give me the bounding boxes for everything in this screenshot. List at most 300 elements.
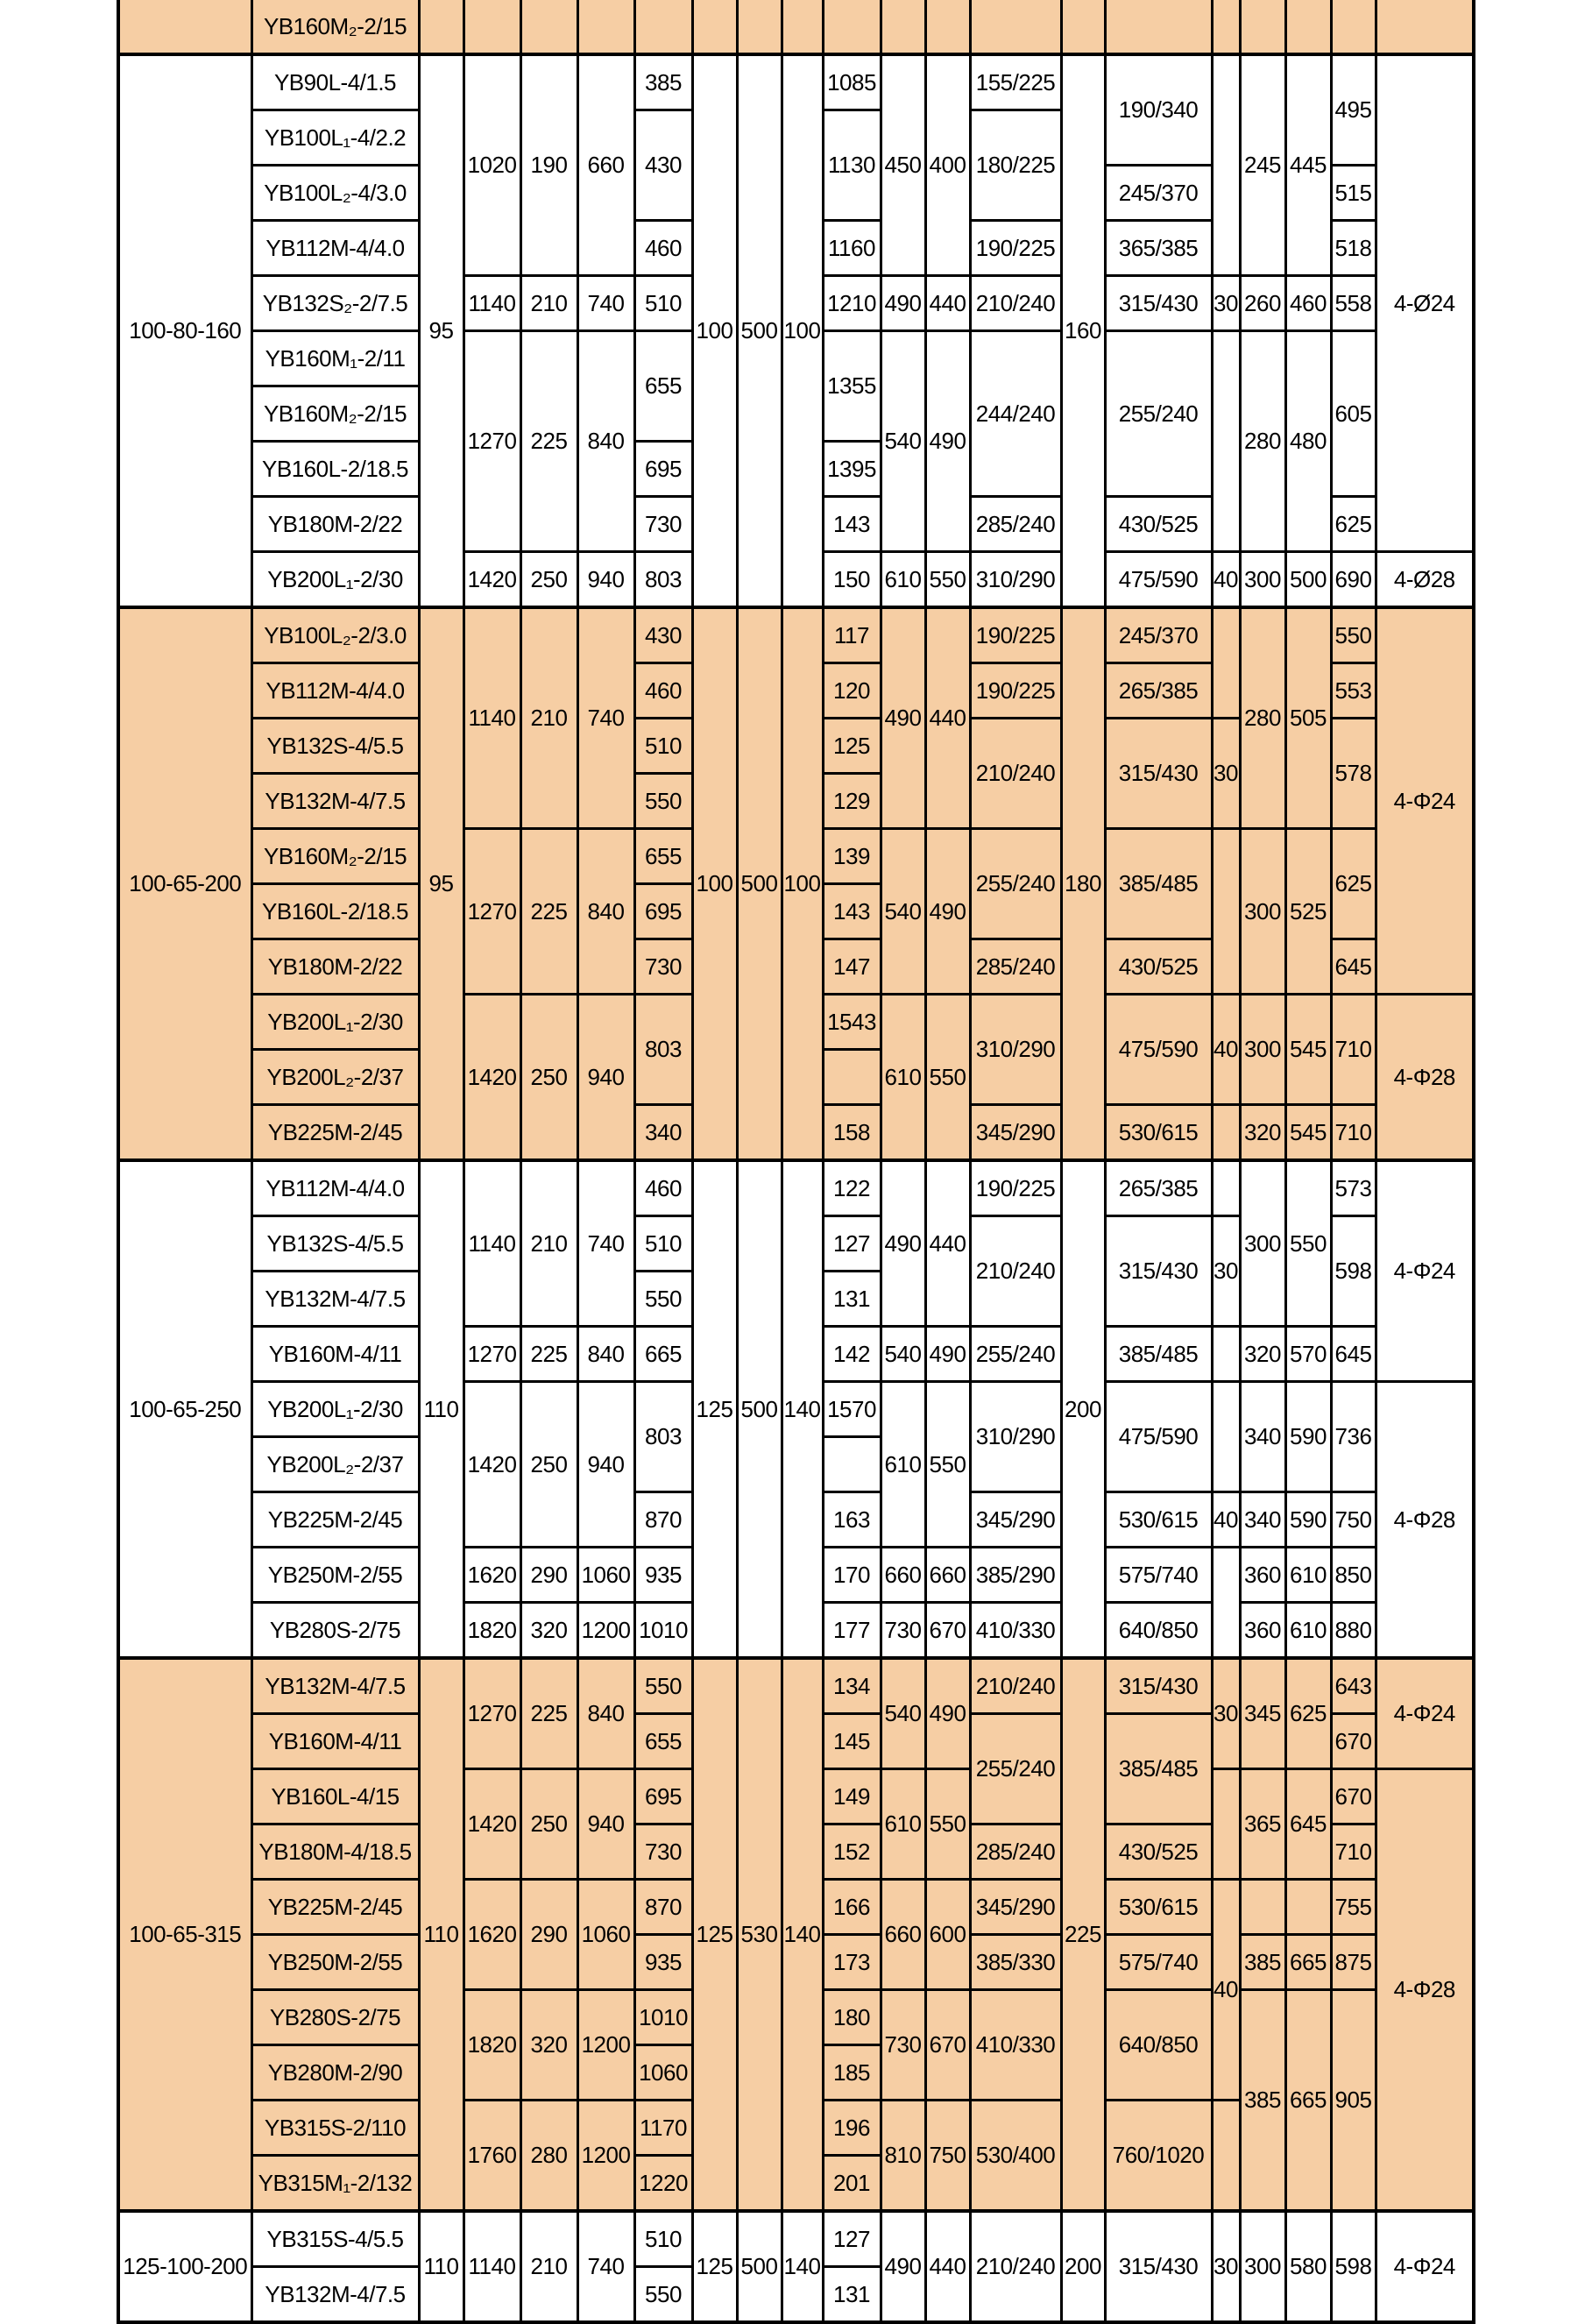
motor-model-cell: YB90L-4/1.5 — [251, 54, 419, 110]
spec-value-cell: 500 — [1285, 552, 1331, 608]
spec-value-cell: 345/290 — [970, 1492, 1061, 1548]
spec-value-cell: 125 — [692, 1658, 737, 2211]
spec-value-cell: 255/240 — [1105, 331, 1212, 497]
spec-value-cell: 140 — [782, 1160, 823, 1658]
spec-value-cell: 558 — [1331, 276, 1376, 331]
spec-value-cell: 170 — [823, 1548, 881, 1603]
spec-value-cell: 530 — [737, 1658, 782, 2211]
spec-value-cell: 460 — [634, 663, 692, 719]
spec-value-cell: 610 — [1285, 1548, 1331, 1603]
spec-value-cell: 142 — [823, 1327, 881, 1382]
spec-value-cell — [634, 0, 692, 54]
spec-value-cell — [823, 1437, 881, 1492]
spec-value-cell: 410/330 — [970, 1990, 1061, 2101]
motor-model-cell: YB180M-2/22 — [251, 497, 419, 552]
spec-value-cell — [881, 0, 925, 54]
spec-value-cell: 755 — [1331, 1880, 1376, 1935]
spec-value-cell: 315/430 — [1105, 2211, 1212, 2322]
spec-value-cell: 430/525 — [1105, 939, 1212, 995]
motor-model-cell: YB160M₂-2/15 — [251, 829, 419, 884]
table-row — [118, 54, 1474, 110]
spec-value-cell: 245/370 — [1105, 166, 1212, 221]
spec-value-cell: 210/240 — [970, 2211, 1061, 2322]
pump-model-cell: 100-65-250 — [118, 1160, 251, 1658]
spec-value-cell: 510 — [634, 276, 692, 331]
spec-value-cell: 940 — [577, 995, 634, 1161]
spec-value-cell: 480 — [1285, 331, 1331, 552]
spec-value-cell: 665 — [1285, 1935, 1331, 1990]
spec-value-cell: 600 — [925, 1880, 970, 1990]
spec-value-cell: 670 — [1331, 1714, 1376, 1769]
spec-value-cell: 490 — [881, 276, 925, 331]
spec-value-cell: 100 — [692, 54, 737, 607]
spec-value-cell: 670 — [1331, 1769, 1376, 1824]
spec-value-cell: 140 — [782, 2211, 823, 2322]
spec-value-cell: 285/240 — [970, 939, 1061, 995]
spec-value-cell: 665 — [1285, 1990, 1331, 2212]
spec-value-cell — [1240, 0, 1285, 54]
spec-value-cell: 210/240 — [970, 276, 1061, 331]
spec-value-cell: 750 — [1331, 1492, 1376, 1548]
spec-value-cell — [692, 0, 737, 54]
spec-value-cell: 1140 — [463, 607, 520, 829]
spec-value-cell: 225 — [520, 1327, 577, 1382]
spec-value-cell: 645 — [1285, 1769, 1331, 1880]
spec-value-cell — [463, 0, 520, 54]
spec-value-cell: 190/225 — [970, 1160, 1061, 1216]
spec-value-cell: 740 — [577, 276, 634, 331]
spec-value-cell — [1212, 607, 1240, 719]
spec-value-cell: 340 — [1240, 1382, 1285, 1492]
spec-value-cell: 545 — [1285, 995, 1331, 1105]
spec-value-cell: 40 — [1212, 552, 1240, 608]
spec-value-cell: 315/430 — [1105, 1658, 1212, 1714]
spec-value-cell: 365 — [1240, 1769, 1285, 1880]
spec-value-cell — [577, 0, 634, 54]
spec-value-cell: 365/385 — [1105, 221, 1212, 276]
spec-value-cell: 730 — [634, 939, 692, 995]
spec-value-cell: 360 — [1240, 1603, 1285, 1659]
spec-value-cell: 730 — [634, 1824, 692, 1880]
spec-value-cell: 152 — [823, 1824, 881, 1880]
spec-value-cell: 550 — [925, 995, 970, 1161]
spec-value-cell: 640/850 — [1105, 1603, 1212, 1659]
spec-value-cell: 385/330 — [970, 1935, 1061, 1990]
spec-value-cell: 210 — [520, 607, 577, 829]
spec-value-cell: 1140 — [463, 1160, 520, 1327]
spec-value-cell: 430/525 — [1105, 1824, 1212, 1880]
spec-value-cell — [1212, 1105, 1240, 1161]
motor-model-cell: YB315M₁-2/132 — [251, 2156, 419, 2212]
pump-model-cell — [118, 0, 251, 54]
spec-value-cell — [1212, 1327, 1240, 1382]
spec-value-cell: 320 — [520, 1603, 577, 1659]
spec-value-cell: 510 — [634, 1216, 692, 1272]
anchor-holes-cell — [1376, 0, 1474, 54]
spec-value-cell: 40 — [1212, 1492, 1240, 1548]
spec-value-cell — [823, 0, 881, 54]
spec-value-cell: 125 — [692, 2211, 737, 2322]
motor-model-cell: YB160M₁-2/11 — [251, 331, 419, 386]
spec-value-cell: 185 — [823, 2045, 881, 2101]
motor-model-cell: YB200L₁-2/30 — [251, 552, 419, 608]
spec-value-cell — [1212, 1548, 1240, 1659]
spec-value-cell: 573 — [1331, 1160, 1376, 1216]
spec-value-cell: 1760 — [463, 2101, 520, 2212]
spec-value-cell — [1212, 2101, 1240, 2212]
spec-value-cell: 660 — [577, 54, 634, 276]
spec-value-cell: 131 — [823, 1272, 881, 1327]
spec-value-cell: 840 — [577, 829, 634, 995]
spec-value-cell: 840 — [577, 331, 634, 552]
spec-value-cell: 580 — [1285, 2211, 1331, 2322]
spec-value-cell — [1105, 0, 1212, 54]
spec-value-cell: 578 — [1331, 719, 1376, 829]
spec-value-cell: 1820 — [463, 1603, 520, 1659]
spec-value-cell: 440 — [925, 607, 970, 829]
spec-value-cell: 590 — [1285, 1382, 1331, 1492]
spec-value-cell: 127 — [823, 1216, 881, 1272]
spec-value-cell: 134 — [823, 1658, 881, 1714]
spec-value-cell: 315/430 — [1105, 276, 1212, 331]
spec-value-cell: 190 — [520, 54, 577, 276]
spec-value-cell: 490 — [881, 607, 925, 829]
spec-value-cell: 575/740 — [1105, 1548, 1212, 1603]
spec-value-cell — [1212, 1160, 1240, 1216]
anchor-holes-cell: 4-Φ24 — [1376, 607, 1474, 995]
spec-value-cell: 1130 — [823, 110, 881, 221]
spec-value-cell: 553 — [1331, 663, 1376, 719]
spec-value-cell: 550 — [634, 1272, 692, 1327]
spec-value-cell: 210/240 — [970, 1658, 1061, 1714]
motor-model-cell: YB180M-4/18.5 — [251, 1824, 419, 1880]
spec-value-cell: 610 — [1285, 1603, 1331, 1659]
spec-value-cell — [925, 0, 970, 54]
spec-value-cell: 155/225 — [970, 54, 1061, 110]
spec-value-cell: 225 — [520, 331, 577, 552]
spec-value-cell — [1212, 331, 1240, 552]
spec-value-cell: 360 — [1240, 1548, 1285, 1603]
spec-value-cell: 740 — [577, 1160, 634, 1327]
spec-value-cell: 340 — [1240, 1492, 1285, 1548]
spec-value-cell: 550 — [925, 1382, 970, 1548]
spec-value-cell: 710 — [1331, 1105, 1376, 1161]
spec-value-cell: 540 — [881, 331, 925, 552]
motor-model-cell: YB225M-2/45 — [251, 1492, 419, 1548]
spec-value-cell: 660 — [925, 1548, 970, 1603]
spec-value-cell: 210/240 — [970, 719, 1061, 829]
spec-value-cell: 30 — [1212, 276, 1240, 331]
spec-value-cell: 1200 — [577, 2101, 634, 2212]
spec-value-cell: 225 — [520, 829, 577, 995]
spec-value-cell: 850 — [1331, 1548, 1376, 1603]
spec-value-cell: 655 — [634, 829, 692, 884]
spec-value-cell: 550 — [634, 2267, 692, 2323]
motor-model-cell: YB280S-2/75 — [251, 1603, 419, 1659]
spec-value-cell: 40 — [1212, 995, 1240, 1105]
spec-value-cell: 385 — [1240, 1990, 1285, 2212]
spec-value-cell: 665 — [634, 1327, 692, 1382]
spec-value-cell: 210 — [520, 2211, 577, 2322]
spec-value-cell: 1420 — [463, 995, 520, 1161]
spec-value-cell: 310/290 — [970, 552, 1061, 608]
spec-value-cell: 545 — [1285, 1105, 1331, 1161]
spec-value-cell: 1570 — [823, 1382, 881, 1437]
spec-value-cell: 285/240 — [970, 497, 1061, 552]
spec-value-cell: 550 — [634, 774, 692, 829]
spec-value-cell — [1212, 829, 1240, 995]
spec-value-cell: 200 — [1061, 2211, 1105, 2322]
spec-value-cell: 345/290 — [970, 1105, 1061, 1161]
motor-model-cell: YB132S-4/5.5 — [251, 1216, 419, 1272]
spec-value-cell: 540 — [881, 1327, 925, 1382]
motor-model-cell: YB315S-4/5.5 — [251, 2211, 419, 2267]
spec-value-cell: 265/385 — [1105, 663, 1212, 719]
spec-value-cell: 500 — [737, 607, 782, 1160]
spec-value-cell: 695 — [634, 884, 692, 939]
spec-value-cell: 430 — [634, 607, 692, 663]
spec-value-cell — [520, 0, 577, 54]
spec-value-cell: 244/240 — [970, 331, 1061, 497]
spec-value-cell: 490 — [925, 829, 970, 995]
spec-value-cell: 250 — [520, 1769, 577, 1880]
spec-value-cell: 530/615 — [1105, 1880, 1212, 1935]
table-row — [118, 607, 1474, 663]
spec-value-cell: 143 — [823, 497, 881, 552]
spec-value-cell: 150 — [823, 552, 881, 608]
spec-value-cell: 385 — [634, 54, 692, 110]
spec-value-cell: 300 — [1240, 995, 1285, 1105]
spec-value-cell: 940 — [577, 1382, 634, 1548]
spec-value-cell: 550 — [634, 1658, 692, 1714]
pump-specification-table — [117, 0, 1475, 2324]
spec-value-cell: 320 — [1240, 1327, 1285, 1382]
motor-model-cell: YB160M-4/11 — [251, 1327, 419, 1382]
motor-model-cell: YB200L₂-2/37 — [251, 1437, 419, 1492]
spec-value-cell: 110 — [419, 1160, 463, 1658]
pump-model-cell: 125-100-200 — [118, 2211, 251, 2322]
spec-value-cell: 340 — [634, 1105, 692, 1161]
spec-value-cell: 803 — [634, 995, 692, 1105]
spec-value-cell: 640/850 — [1105, 1990, 1212, 2101]
spec-value-cell: 127 — [823, 2211, 881, 2267]
spec-value-cell: 225 — [1061, 1658, 1105, 2211]
spec-value-cell: 1270 — [463, 829, 520, 995]
spec-value-cell: 1420 — [463, 552, 520, 608]
spec-value-cell: 690 — [1331, 552, 1376, 608]
spec-value-cell: 180/225 — [970, 110, 1061, 221]
spec-value-cell: 250 — [520, 1382, 577, 1548]
spec-value-cell: 645 — [1331, 1327, 1376, 1382]
motor-model-cell: YB132M-4/7.5 — [251, 2267, 419, 2323]
spec-value-cell: 670 — [925, 1603, 970, 1659]
spec-value-cell: 1395 — [823, 442, 881, 497]
motor-model-cell: YB280S-2/75 — [251, 1990, 419, 2045]
spec-value-cell: 131 — [823, 2267, 881, 2323]
motor-model-cell: YB132M-4/7.5 — [251, 1272, 419, 1327]
spec-value-cell: 1420 — [463, 1769, 520, 1880]
spec-value-cell: 475/590 — [1105, 1382, 1212, 1492]
spec-value-cell: 840 — [577, 1658, 634, 1769]
spec-value-cell: 100 — [692, 607, 737, 1160]
spec-value-cell: 140 — [782, 1658, 823, 2211]
motor-model-cell: YB132S₂-2/7.5 — [251, 276, 419, 331]
spec-value-cell: 30 — [1212, 719, 1240, 829]
spec-value-cell: 190/225 — [970, 663, 1061, 719]
spec-value-cell — [737, 0, 782, 54]
motor-model-cell: YB160M₂-2/15 — [251, 386, 419, 442]
spec-value-cell: 110 — [419, 1658, 463, 2211]
spec-value-cell: 610 — [881, 995, 925, 1161]
spec-value-cell: 190/225 — [970, 607, 1061, 663]
spec-value-cell: 125 — [823, 719, 881, 774]
spec-value-cell: 280 — [1240, 607, 1285, 829]
motor-model-cell: YB160L-2/18.5 — [251, 442, 419, 497]
spec-value-cell: 180 — [1061, 607, 1105, 1160]
spec-value-cell: 495 — [1331, 54, 1376, 166]
spec-value-cell: 730 — [634, 497, 692, 552]
spec-value-cell: 1543 — [823, 995, 881, 1050]
spec-value-cell: 440 — [925, 1160, 970, 1327]
spec-value-cell — [1331, 0, 1376, 54]
spec-value-cell: 190/225 — [970, 221, 1061, 276]
motor-model-cell: YB132M-4/7.5 — [251, 1658, 419, 1714]
spec-value-cell: 100 — [782, 607, 823, 1160]
spec-value-cell: 200 — [1061, 1160, 1105, 1658]
spec-value-cell: 1060 — [577, 1548, 634, 1603]
spec-value-cell — [1212, 1769, 1240, 1880]
spec-value-cell: 280 — [520, 2101, 577, 2212]
spec-value-cell: 280 — [1240, 331, 1285, 552]
spec-value-cell: 525 — [1285, 829, 1331, 995]
spec-value-cell: 255/240 — [970, 1714, 1061, 1824]
spec-value-cell: 1270 — [463, 1658, 520, 1769]
motor-model-cell: YB160L-4/15 — [251, 1769, 419, 1824]
spec-value-cell: 515 — [1331, 166, 1376, 221]
motor-model-cell: YB132S-4/5.5 — [251, 719, 419, 774]
spec-value-cell: 510 — [634, 2211, 692, 2267]
spec-value-cell: 460 — [634, 221, 692, 276]
spec-value-cell: 625 — [1331, 497, 1376, 552]
spec-value-cell: 95 — [419, 607, 463, 1160]
spec-value-cell: 450 — [881, 54, 925, 276]
motor-model-cell: YB112M-4/4.0 — [251, 1160, 419, 1216]
spec-value-cell: 160 — [1061, 54, 1105, 607]
spec-value-cell: 210 — [520, 1160, 577, 1327]
spec-value-cell: 1270 — [463, 331, 520, 552]
spec-value-cell: 245 — [1240, 54, 1285, 276]
spec-value-cell: 1220 — [634, 2156, 692, 2212]
spec-value-cell: 125 — [692, 1160, 737, 1658]
spec-value-cell: 1420 — [463, 1382, 520, 1548]
spec-value-cell: 315/430 — [1105, 719, 1212, 829]
spec-value-cell: 803 — [634, 1382, 692, 1492]
spec-value-cell: 510 — [634, 719, 692, 774]
spec-value-cell: 670 — [925, 1990, 970, 2101]
spec-value-cell: 260 — [1240, 276, 1285, 331]
spec-value-cell: 870 — [634, 1880, 692, 1935]
spec-value-cell: 575/740 — [1105, 1935, 1212, 1990]
anchor-holes-cell: 4-Φ28 — [1376, 995, 1474, 1161]
spec-value-cell: 255/240 — [970, 829, 1061, 939]
spec-value-cell: 940 — [577, 552, 634, 608]
spec-value-cell — [782, 0, 823, 54]
spec-value-cell — [1285, 0, 1331, 54]
spec-value-cell: 210 — [520, 276, 577, 331]
spec-value-cell: 120 — [823, 663, 881, 719]
spec-value-cell: 505 — [1285, 607, 1331, 829]
spec-value-cell: 1620 — [463, 1880, 520, 1990]
spec-value-cell: 475/590 — [1105, 995, 1212, 1105]
spec-value-cell: 518 — [1331, 221, 1376, 276]
spec-value-cell: 760/1020 — [1105, 2101, 1212, 2212]
motor-model-cell: YB180M-2/22 — [251, 939, 419, 995]
motor-model-cell: YB132M-4/7.5 — [251, 774, 419, 829]
spec-value-cell: 1060 — [634, 2045, 692, 2101]
spec-value-cell: 935 — [634, 1935, 692, 1990]
motor-model-cell: YB160L-2/18.5 — [251, 884, 419, 939]
spec-value-cell: 158 — [823, 1105, 881, 1161]
spec-value-cell: 445 — [1285, 54, 1331, 276]
spec-value-cell: 30 — [1212, 1658, 1240, 1769]
anchor-holes-cell: 4-Φ24 — [1376, 1658, 1474, 1769]
spec-value-cell: 1140 — [463, 2211, 520, 2322]
spec-value-cell: 250 — [520, 552, 577, 608]
spec-value-cell: 300 — [1240, 2211, 1285, 2322]
spec-value-cell: 400 — [925, 54, 970, 276]
spec-value-cell: 385/485 — [1105, 1327, 1212, 1382]
spec-value-cell: 310/290 — [970, 1382, 1061, 1492]
spec-value-cell: 655 — [634, 1714, 692, 1769]
spec-value-cell: 730 — [881, 1990, 925, 2101]
spec-value-cell: 122 — [823, 1160, 881, 1216]
spec-value-cell: 1820 — [463, 1990, 520, 2101]
spec-value-cell: 310/290 — [970, 995, 1061, 1105]
spec-value-cell: 550 — [925, 1769, 970, 1880]
spec-value-cell: 550 — [925, 552, 970, 608]
spec-value-cell: 265/385 — [1105, 1160, 1212, 1216]
spec-value-cell — [823, 1050, 881, 1105]
spec-value-cell: 736 — [1331, 1382, 1376, 1492]
spec-value-cell — [970, 0, 1061, 54]
spec-value-cell: 610 — [881, 1382, 925, 1548]
spec-value-cell: 500 — [737, 54, 782, 607]
spec-value-cell: 880 — [1331, 1603, 1376, 1659]
spec-value-cell: 1010 — [634, 1603, 692, 1659]
spec-value-cell: 163 — [823, 1492, 881, 1548]
spec-value-cell: 1140 — [463, 276, 520, 331]
spec-value-cell: 129 — [823, 774, 881, 829]
spec-value-cell: 1270 — [463, 1327, 520, 1382]
spec-value-cell: 1200 — [577, 1603, 634, 1659]
spec-value-cell: 500 — [737, 1160, 782, 1658]
spec-value-cell: 530/615 — [1105, 1105, 1212, 1161]
motor-model-cell: YB200L₂-2/37 — [251, 1050, 419, 1105]
spec-value-cell: 810 — [881, 2101, 925, 2212]
motor-model-cell: YB250M-2/55 — [251, 1935, 419, 1990]
spec-value-cell: 117 — [823, 607, 881, 663]
spec-value-cell: 196 — [823, 2101, 881, 2156]
spec-value-cell — [1212, 0, 1240, 54]
spec-value-cell: 180 — [823, 1990, 881, 2045]
spec-value-cell: 740 — [577, 2211, 634, 2322]
spec-value-cell: 660 — [881, 1548, 925, 1603]
spec-value-cell: 201 — [823, 2156, 881, 2212]
spec-value-cell: 1085 — [823, 54, 881, 110]
spec-value-cell: 475/590 — [1105, 552, 1212, 608]
table-row — [118, 1160, 1474, 1216]
spec-value-cell: 110 — [419, 2211, 463, 2322]
